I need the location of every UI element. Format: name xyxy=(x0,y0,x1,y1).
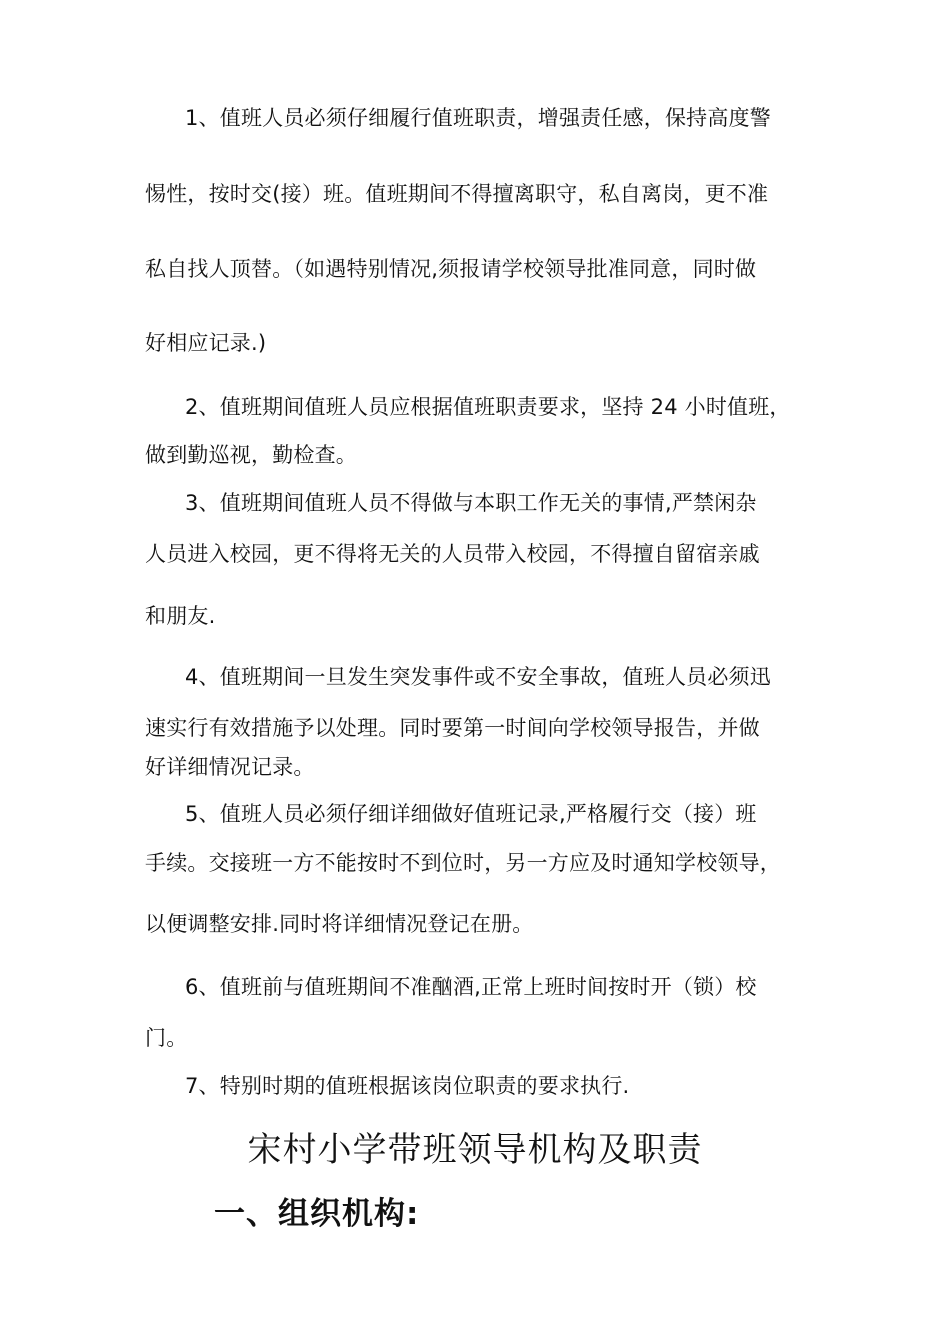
rule-7-line-1: 7、特别时期的值班根据该岗位职责的要求执行. xyxy=(185,1074,630,1098)
rule-3-line-2: 人员进入校园，更不得将无关的人员带入校园，不得擅自留宿亲戚 xyxy=(145,542,760,566)
rule-4-line-3: 好详细情况记录。 xyxy=(145,755,315,779)
subsection-title: 一、组织机构: xyxy=(214,1196,420,1232)
rule-1-line-4: 好相应记录.) xyxy=(145,331,267,355)
rule-4-line-2: 速实行有效措施予以处理。同时要第一时间向学校领导报告，并做 xyxy=(145,716,760,740)
rule-4-line-1: 4、值班期间一旦发生突发事件或不安全事故，值班人员必须迅 xyxy=(185,665,771,689)
rule-5-line-1: 5、值班人员必须仔细详细做好值班记录,严格履行交（接）班 xyxy=(185,802,757,826)
rule-1-line-2: 惕性，按时交(接）班。值班期间不得擅离职守，私自离岗，更不准 xyxy=(145,182,769,206)
rule-3-line-1: 3、值班期间值班人员不得做与本职工作无关的事情,严禁闲杂 xyxy=(185,491,757,515)
section-title: 宋村小学带班领导机构及职责 xyxy=(247,1130,703,1170)
rule-5-line-3: 以便调整安排.同时将详细情况登记在册。 xyxy=(145,912,534,936)
rule-3-line-3: 和朋友. xyxy=(145,604,216,628)
rule-5-line-2: 手续。交接班一方不能按时不到位时，另一方应及时通知学校领导， xyxy=(145,851,781,875)
rule-2-line-1: 2、值班期间值班人员应根据值班职责要求，坚持 24 小时值班， xyxy=(185,395,791,419)
rule-1-line-1: 1、值班人员必须仔细履行值班职责，增强责任感，保持高度警 xyxy=(185,106,771,130)
rule-1-line-3: 私自找人顶替。（如遇特别情况,须报请学校领导批准同意，同时做 xyxy=(145,257,757,281)
rule-6-line-1: 6、值班前与值班期间不准酗酒,正常上班时间按时开（锁）校 xyxy=(185,975,757,999)
rule-2-line-2: 做到勤巡视，勤检查。 xyxy=(145,443,357,467)
rule-6-line-2: 门。 xyxy=(145,1026,188,1050)
